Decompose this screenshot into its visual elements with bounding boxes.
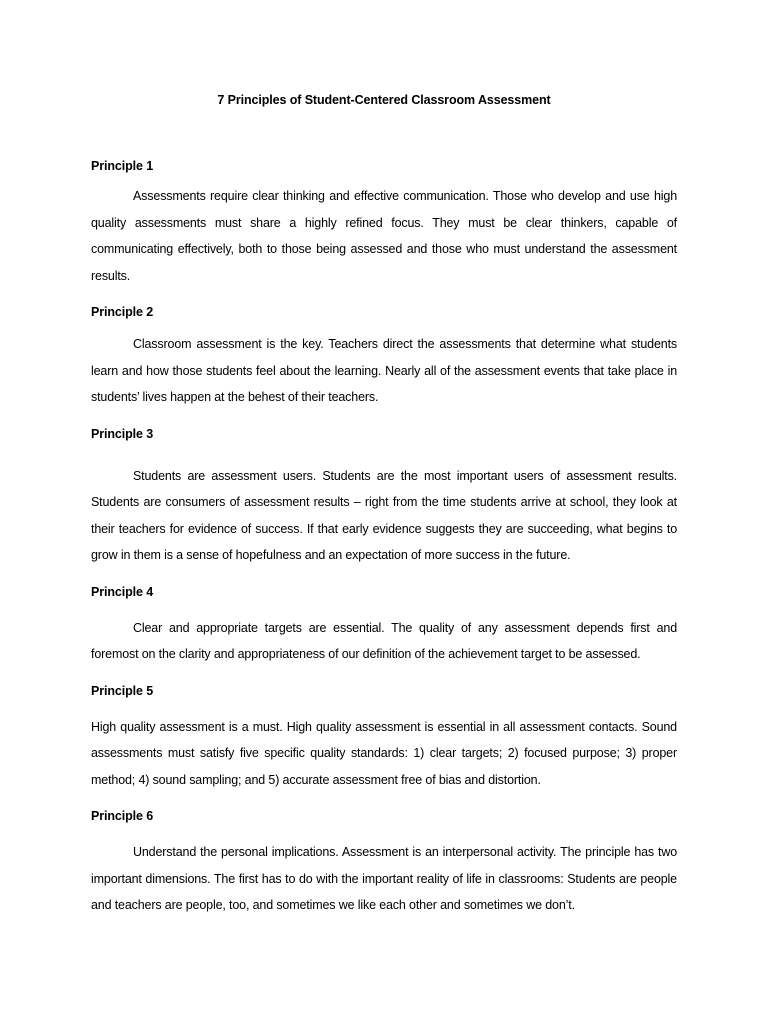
principle-1-heading: Principle 1 xyxy=(91,159,154,173)
principle-6-heading: Principle 6 xyxy=(91,809,154,823)
document-title: 7 Principles of Student-Centered Classroom Assessment xyxy=(217,93,551,107)
principle-2-text: Classroom assessment is the key. Teachers direct the assessments that determine what students learn and how those students feel about the learning. Nearly all of the assessment events that take place in students’ lives happen at the behest of their teachers. xyxy=(91,337,677,404)
principle-4-text: Clear and appropriate targets are essential. The quality of any assessment depends first and foremost on the clarity and appropriateness of our definition of the achievement target to be assessed. xyxy=(91,620,677,661)
principle-5-text: High quality assessment is a must. High quality assessment is essential in all assessment contacts. Sound assessments must satisfy five specific quality standards: 1) clear targets; 2) focused purpose; 3) proper method; 4) sound sampling; and 5) accurate assessment free of bias and distortion. xyxy=(91,719,677,787)
principle-3-text: Students are assessment users. Students are the most important users of assessment results. Students are consumers of assessment results – right from the time students arrive at school, they look at their teachers for evidence of success. If that early evidence suggests they are succeeding, what begins to grow in them is a sense of hopefulness and an expectation of more success in the future. xyxy=(91,468,677,562)
principle-4-heading: Principle 4 xyxy=(91,584,154,599)
principle-3-heading: Principle 3 xyxy=(91,426,154,441)
principle-6-text: Understand the personal implications. Assessment is an interpersonal activity. The principle has two important dimensions. The first has to do with the important reality of life in classrooms: Students are people and teachers are people, too, and sometimes we like each other and sometimes we don’t. xyxy=(91,845,677,912)
principle-5-heading: Principle 5 xyxy=(91,683,154,698)
principle-2-heading: Principle 2 xyxy=(91,305,154,319)
principle-1-text: Assessments require clear thinking and effective communication. Those who develop and use high quality assessments must share a highly refined focus. They must be clear thinkers, capable of communicating effectively, both to those being assessed and those who must understand the assessment results. xyxy=(91,189,677,283)
